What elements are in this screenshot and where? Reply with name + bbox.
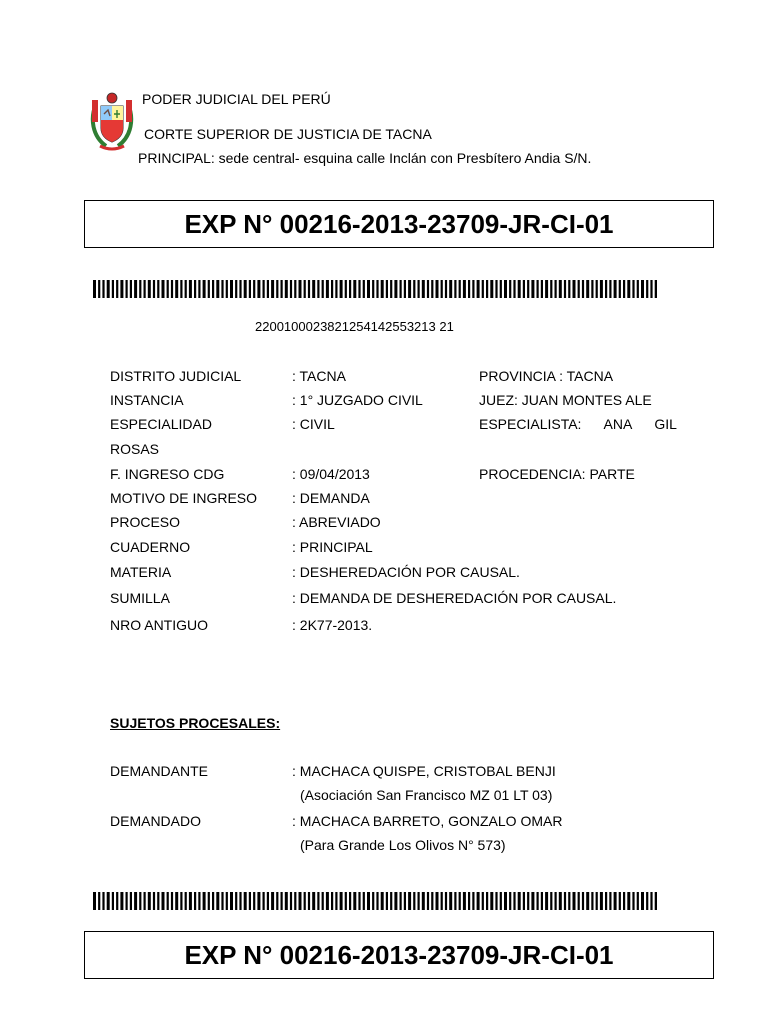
barcode-bar (276, 892, 278, 910)
barcode-bar (490, 280, 493, 298)
barcode-bar (290, 892, 292, 910)
expediente-number-bottom: EXP N° 00216-2013-23709-JR-CI-01 (184, 939, 614, 970)
ingreso-value: : 09/04/2013 (292, 466, 370, 482)
barcode-bar (139, 280, 141, 298)
court-address: PRINCIPAL: sede central- esquina calle Inclán con Presbítero Andia S/N. (138, 150, 592, 166)
barcode-bar (390, 892, 392, 910)
barcode-bar (358, 280, 360, 298)
barcode-bar (185, 280, 187, 298)
barcode-bar (363, 280, 365, 298)
barcode-bar (614, 892, 617, 910)
barcode-bar (148, 280, 151, 298)
barcode-bar (394, 280, 397, 298)
barcode-bar (459, 892, 461, 910)
barcode-bar (523, 892, 525, 910)
barcode-bar (454, 280, 456, 298)
barcode-bar (459, 280, 461, 298)
barcode-bar (326, 280, 329, 298)
barcode-bar (472, 280, 474, 298)
barcode-bar (655, 280, 657, 298)
barcode-bar (454, 892, 456, 910)
barcode-bar (559, 892, 562, 910)
barcode-bar (614, 280, 617, 298)
barcode-bar (304, 892, 306, 910)
barcode-bar (203, 892, 206, 910)
barcode-bar (523, 280, 525, 298)
barcode-bar (134, 892, 137, 910)
barcode-bar (326, 892, 329, 910)
barcode-bar (93, 892, 96, 910)
barcode-bar (263, 892, 265, 910)
barcode-bar (198, 280, 200, 298)
barcode-bar (541, 280, 543, 298)
barcode-bar (578, 892, 580, 910)
barcode-bar (436, 892, 439, 910)
barcode-bar (578, 280, 580, 298)
barcode-bar (130, 892, 132, 910)
barcode-bar (490, 892, 493, 910)
barcode-bar (431, 280, 433, 298)
barcode-bar (322, 892, 324, 910)
barcode-bar (112, 892, 114, 910)
nro-antiguo-label: NRO ANTIGUO (110, 617, 209, 633)
barcode-bar (167, 280, 169, 298)
barcode-bar (400, 892, 402, 910)
barcode-bar (376, 892, 378, 910)
barcode-bar (573, 280, 576, 298)
barcode-bar (175, 892, 178, 910)
barcode-bar (605, 892, 607, 910)
barcode-bar (632, 892, 634, 910)
barcode-bar (267, 280, 269, 298)
barcode-bar (518, 280, 521, 298)
sujetos-title: SUJETOS PROCESALES: (110, 715, 281, 731)
barcode-bar (482, 280, 484, 298)
barcode-bar (472, 892, 474, 910)
barcode-bar (559, 280, 562, 298)
barcode-bar (216, 280, 219, 298)
barcode-bar (102, 280, 104, 298)
barcode-bar (139, 892, 141, 910)
barcode-bar (253, 892, 255, 910)
barcode-bar (531, 280, 534, 298)
barcode-bar (335, 280, 337, 298)
barcode-bar (153, 892, 155, 910)
barcode-bar (445, 892, 447, 910)
barcode-bar (148, 892, 151, 910)
barcode-bar (568, 892, 570, 910)
barcode-bar (591, 892, 593, 910)
barcode-bottom (93, 892, 657, 910)
juez: JUEZ: JUAN MONTES ALE (479, 392, 652, 408)
barcode-bar (386, 280, 388, 298)
barcode-bar (531, 892, 534, 910)
barcode-bar (537, 280, 539, 298)
barcode-bar (340, 892, 343, 910)
barcode-bar (477, 280, 480, 298)
barcode-bar (605, 280, 607, 298)
barcode-bar (116, 892, 118, 910)
barcode-bar (144, 892, 146, 910)
barcode-bar (513, 280, 515, 298)
barcode-bar (632, 280, 634, 298)
barcode-bar (381, 280, 384, 298)
barcode-bar (345, 280, 347, 298)
barcode-bar (550, 280, 552, 298)
barcode-bar (436, 280, 439, 298)
barcode-bar (167, 892, 169, 910)
especialista (479, 416, 677, 432)
barcode-bar (175, 280, 178, 298)
barcode-bar (212, 892, 214, 910)
barcode-bar (358, 892, 360, 910)
barcode-bar (244, 892, 247, 910)
barcode-bar (331, 892, 333, 910)
barcode-bar (126, 892, 128, 910)
sumilla-value: : DEMANDA DE DESHEREDACIÓN POR CAUSAL. (292, 590, 617, 606)
barcode-bar (230, 280, 233, 298)
barcode-number: 2200100023821254142553213 21 (255, 319, 454, 334)
barcode-bar (463, 280, 466, 298)
barcode-bar (495, 280, 497, 298)
barcode-bar (263, 280, 265, 298)
barcode-bar (418, 892, 420, 910)
barcode-bar (586, 280, 589, 298)
barcode-bar (637, 892, 639, 910)
barcode-bar (413, 892, 415, 910)
especialista-word-1: ANA (603, 416, 633, 432)
barcode-bar (381, 892, 384, 910)
barcode-bar (609, 280, 611, 298)
barcode-bar (427, 280, 429, 298)
barcode-bar (244, 280, 247, 298)
barcode-bar (509, 892, 511, 910)
cuaderno-value: : PRINCIPAL (292, 539, 373, 555)
barcode-bar (144, 280, 146, 298)
barcode-bar (208, 280, 210, 298)
materia-value: : DESHEREDACIÓN POR CAUSAL. (292, 564, 520, 580)
sumilla-label: SUMILLA (110, 590, 170, 606)
barcode-bar (226, 892, 228, 910)
barcode-bar (555, 280, 557, 298)
proceso-value: : ABREVIADO (292, 514, 381, 530)
barcode-bar (372, 280, 374, 298)
barcode-bar (157, 280, 159, 298)
barcode-bar (600, 892, 603, 910)
barcode-bar (189, 280, 192, 298)
barcode-bar (120, 892, 123, 910)
barcode-bar (468, 280, 470, 298)
barcode-bar (449, 892, 452, 910)
barcode-bar (486, 280, 488, 298)
barcode-bar (249, 280, 251, 298)
nro-antiguo-value: : 2K77-2013. (292, 617, 373, 633)
expediente-box-bottom (84, 931, 714, 979)
expediente-box-top (84, 200, 714, 248)
barcode-bar (550, 892, 552, 910)
barcode-top (93, 280, 657, 298)
barcode-bar (568, 280, 570, 298)
especialista-continued: ROSAS (110, 441, 160, 457)
motivo-label: MOTIVO DE INGRESO (110, 490, 258, 506)
barcode-bar (367, 892, 370, 910)
barcode-bar (235, 892, 237, 910)
barcode-bar (500, 892, 502, 910)
barcode-bar (545, 892, 548, 910)
barcode-bar (408, 892, 411, 910)
expediente-number: EXP N° 00216-2013-23709-JR-CI-01 (184, 208, 614, 239)
especialista-word-2: GIL (654, 416, 677, 432)
barcode-bar (203, 280, 206, 298)
barcode-bar (422, 280, 425, 298)
barcode-bar (627, 892, 630, 910)
court-name: CORTE SUPERIOR DE JUSTICIA DE TACNA (144, 126, 432, 142)
barcode-bar (308, 280, 310, 298)
barcode-bar (394, 892, 397, 910)
barcode-bar (482, 892, 484, 910)
barcode-bar (317, 280, 319, 298)
barcode-bar (591, 280, 593, 298)
barcode-bar (267, 892, 269, 910)
barcode-bar (239, 892, 241, 910)
barcode-bar (586, 892, 589, 910)
barcode-bar (545, 280, 548, 298)
barcode-bar (477, 892, 480, 910)
barcode-bar (513, 892, 515, 910)
barcode-bar (194, 892, 196, 910)
barcode-bar (162, 892, 165, 910)
demandado-address: (Para Grande Los Olivos N° 573) (300, 837, 506, 853)
barcode-bar (126, 280, 128, 298)
coat-of-arms-icon (90, 90, 134, 154)
barcode-bar (345, 892, 347, 910)
barcode-bar (226, 280, 228, 298)
barcode-bar (449, 280, 452, 298)
barcode-bar (404, 280, 406, 298)
barcode-bar (276, 280, 278, 298)
barcode-bar (408, 280, 411, 298)
barcode-bar (400, 280, 402, 298)
barcode-bar (555, 892, 557, 910)
barcode-bar (537, 892, 539, 910)
barcode-bar (413, 280, 415, 298)
barcode-bar (650, 892, 652, 910)
barcode-bar (573, 892, 576, 910)
barcode-bar (116, 280, 118, 298)
barcode-bar (331, 280, 333, 298)
barcode-bar (180, 280, 182, 298)
instancia-value: : 1° JUZGADO CIVIL (292, 392, 423, 408)
barcode-bar (230, 892, 233, 910)
barcode-bar (600, 280, 603, 298)
especialidad-label: ESPECIALIDAD (110, 416, 212, 432)
barcode-bar (509, 280, 511, 298)
barcode-bar (349, 280, 351, 298)
barcode-bar (281, 892, 283, 910)
barcode-bar (463, 892, 466, 910)
barcode-bar (212, 280, 214, 298)
barcode-bar (646, 280, 648, 298)
barcode-bar (582, 892, 584, 910)
barcode-bar (171, 280, 173, 298)
barcode-bar (185, 892, 187, 910)
cuaderno-label: CUADERNO (110, 539, 191, 555)
barcode-bar (102, 892, 104, 910)
barcode-bar (198, 892, 200, 910)
barcode-bar (504, 892, 507, 910)
barcode-bar (312, 892, 315, 910)
barcode-bar (162, 280, 165, 298)
barcode-bar (221, 280, 223, 298)
barcode-bar (208, 892, 210, 910)
barcode-bar (641, 892, 644, 910)
barcode-bar (564, 892, 566, 910)
barcode-bar (299, 280, 302, 298)
barcode-bar (596, 280, 598, 298)
barcode-bar (253, 280, 255, 298)
institution-name: PODER JUDICIAL DEL PERÚ (142, 91, 331, 107)
barcode-bar (281, 280, 283, 298)
barcode-bar (304, 280, 306, 298)
barcode-bar (120, 280, 123, 298)
barcode-bar (623, 892, 625, 910)
barcode-bar (153, 280, 155, 298)
barcode-bar (527, 280, 529, 298)
barcode-bar (627, 280, 630, 298)
barcode-bar (367, 280, 370, 298)
barcode-bar (93, 280, 96, 298)
barcode-bar (335, 892, 337, 910)
barcode-bar (390, 280, 392, 298)
barcode-bar (564, 280, 566, 298)
barcode-bar (376, 280, 378, 298)
barcode-bar (294, 280, 296, 298)
barcode-bar (312, 280, 315, 298)
instancia-label: INSTANCIA (110, 392, 184, 408)
barcode-bar (249, 892, 251, 910)
barcode-bar (294, 892, 296, 910)
barcode-bar (340, 280, 343, 298)
barcode-bar (427, 892, 429, 910)
barcode-bar (404, 892, 406, 910)
barcode-bar (171, 892, 173, 910)
barcode-bar (623, 280, 625, 298)
barcode-bar (157, 892, 159, 910)
barcode-bar (98, 892, 100, 910)
barcode-bar (194, 280, 196, 298)
barcode-bar (504, 280, 507, 298)
barcode-bar (518, 892, 521, 910)
barcode-bar (257, 280, 260, 298)
materia-label: MATERIA (110, 564, 172, 580)
barcode-bar (650, 280, 652, 298)
barcode-bar (98, 280, 100, 298)
barcode-bar (189, 892, 192, 910)
barcode-bar (112, 280, 114, 298)
distrito-label: DISTRITO JUDICIAL (110, 368, 242, 384)
barcode-bar (582, 280, 584, 298)
barcode-bar (285, 280, 288, 298)
barcode-bar (363, 892, 365, 910)
especialidad-value: : CIVIL (292, 416, 335, 432)
barcode-bar (257, 892, 260, 910)
barcode-bar (290, 280, 292, 298)
barcode-bar (486, 892, 488, 910)
proceso-label: PROCESO (110, 514, 181, 530)
barcode-bar (468, 892, 470, 910)
barcode-bar (285, 892, 288, 910)
barcode-bar (619, 280, 621, 298)
demandante-value: : MACHACA QUISPE, CRISTOBAL BENJI (292, 763, 556, 779)
barcode-bar (500, 280, 502, 298)
barcode-bar (130, 280, 132, 298)
barcode-bar (431, 892, 433, 910)
barcode-bar (527, 892, 529, 910)
barcode-bar (299, 892, 302, 910)
barcode-bar (353, 892, 356, 910)
barcode-bar (180, 892, 182, 910)
barcode-bar (107, 892, 110, 910)
barcode-bar (441, 280, 443, 298)
demandante-label: DEMANDANTE (110, 763, 209, 779)
barcode-bar (495, 892, 497, 910)
barcode-bar (441, 892, 443, 910)
especialista-label: ESPECIALISTA: (479, 416, 582, 432)
barcode-bar (221, 892, 223, 910)
barcode-bar (322, 280, 324, 298)
barcode-bar (235, 280, 237, 298)
demandante-address: (Asociación San Francisco MZ 01 LT 03) (300, 787, 553, 803)
motivo-value: : DEMANDA (292, 490, 370, 506)
barcode-bar (445, 280, 447, 298)
barcode-bar (609, 892, 611, 910)
distrito-value: : TACNA (292, 368, 346, 384)
barcode-bar (134, 280, 137, 298)
barcode-bar (637, 280, 639, 298)
barcode-bar (646, 892, 648, 910)
barcode-bar (418, 280, 420, 298)
barcode-bar (107, 280, 110, 298)
ingreso-label: F. INGRESO CDG (110, 466, 225, 482)
barcode-bar (596, 892, 598, 910)
barcode-bar (541, 892, 543, 910)
demandado-value: : MACHACA BARRETO, GONZALO OMAR (292, 813, 563, 829)
demandado-label: DEMANDADO (110, 813, 202, 829)
procedencia: PROCEDENCIA: PARTE (479, 466, 635, 482)
barcode-bar (271, 892, 274, 910)
barcode-bar (386, 892, 388, 910)
barcode-bar (349, 892, 351, 910)
barcode-bar (308, 892, 310, 910)
barcode-bar (422, 892, 425, 910)
barcode-bar (641, 280, 644, 298)
barcode-bar (317, 892, 319, 910)
barcode-bar (271, 280, 274, 298)
barcode-bar (216, 892, 219, 910)
barcode-bar (239, 280, 241, 298)
barcode-bar (372, 892, 374, 910)
barcode-bar (655, 892, 657, 910)
provincia: PROVINCIA : TACNA (479, 368, 614, 384)
barcode-bar (353, 280, 356, 298)
barcode-bar (619, 892, 621, 910)
